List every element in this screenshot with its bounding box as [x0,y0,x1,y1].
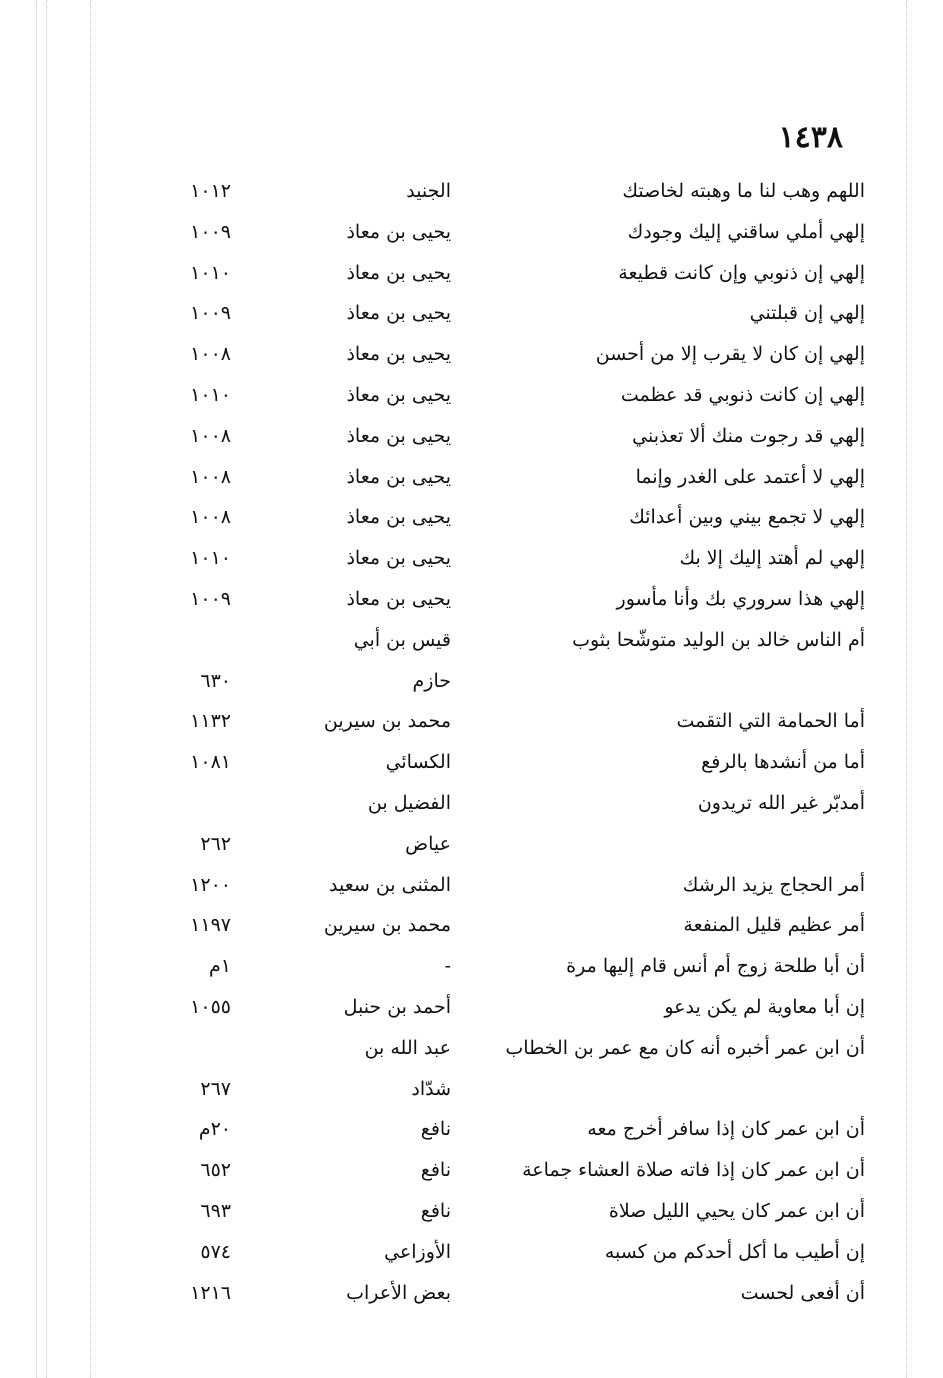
entry-author: يحيى بن معاذ [346,587,451,610]
entry-text: إلهي إن ذنوبي وإن كانت قطيعة [618,261,865,284]
entry-author: يحيى بن معاذ [346,220,451,243]
entry-reference: ١٠٥٥ [190,995,231,1018]
entry-reference: ٢٦٢ [200,832,231,855]
entry-text: أما من أنشدها بالرفع [701,751,865,774]
entry-reference: ١٢١٦ [190,1281,231,1304]
entry-author: الفضيل بن [367,791,451,814]
entry-author: الجنيد [406,180,451,202]
entry-text: أمر عظيم قليل المنفعة [683,914,865,937]
entry-text: أمدبّر غير الله تريدون [697,791,865,814]
entry-text: أن أفعى لحست [740,1281,865,1304]
entry-text: إلهي قد رجوت منك ألا تعذبني [632,424,865,447]
entry-reference: ٢٠م [198,1118,231,1141]
entry-author: يحيى بن معاذ [346,302,451,325]
entry-reference: ١٠١٠ [190,383,231,406]
entry-text: اللهم وهب لنا ما وهبته لخاصتك [622,180,865,202]
entry-author: يحيى بن معاذ [346,465,451,488]
index-entry [0,170,943,211]
entry-reference: ١٢٠٠ [190,873,231,896]
entry-text: إلهي لا تجمع بيني وبين أعدائك [629,506,865,529]
entry-author: قيس بن أبي [353,628,451,651]
index-entry [0,578,943,619]
entry-author: نافع [420,1159,451,1182]
entry-author: يحيى بن معاذ [346,547,451,570]
entry-reference: ٦٥٢ [200,1159,231,1182]
entry-author: الكسائي [385,751,451,774]
entry-reference: ١٠٠٨ [190,343,231,366]
index-entry [0,456,943,497]
entry-text: إلهي لا أعتمد على الغدر وإنما [635,465,865,488]
entry-reference: ٦٩٣ [200,1199,231,1222]
entry-reference: ١٠٠٩ [190,302,231,325]
index-entry [0,864,943,905]
entry-text: أن ابن عمر كان إذا فاته صلاة العشاء جماعة [522,1159,865,1182]
entry-author: محمد بن سيرين [323,914,451,937]
entry-author: يحيى بن معاذ [346,506,451,529]
entry-author: نافع [420,1199,451,1222]
entry-text: إن أطيب ما أكل أحدكم من كسبه [604,1240,865,1263]
index-entry [0,1272,943,1313]
page-number: ١٤٣٨ [778,120,843,155]
entry-author: - [444,955,451,978]
entry-author: أحمد بن حنبل [343,995,451,1018]
index-entry [0,252,943,293]
entry-reference: ١٠٠٨ [190,424,231,447]
index-entry [0,333,943,374]
index-entry [0,1149,943,1190]
entry-reference: ١٠٠٨ [190,465,231,488]
index-entry [0,1190,943,1231]
entry-text: أمر الحجاج يزيد الرشك [682,873,865,896]
entry-text: إن أبا معاوية لم يكن يدعو [664,995,865,1018]
entry-author: شدّاد [411,1077,451,1100]
index-entry [0,292,943,333]
entry-reference: ١٠١٠ [190,261,231,284]
index-entry [0,415,943,456]
entry-author: عبد الله بن [364,1036,451,1059]
entry-reference: ١٠٠٨ [190,506,231,529]
index-entry [0,823,943,864]
entry-text: إلهي إن قبلتني [749,302,865,325]
entry-author: الأوزاعي [384,1240,451,1263]
index-entry [0,904,943,945]
entry-author: يحيى بن معاذ [346,261,451,284]
entry-author: يحيى بن معاذ [346,343,451,366]
index-entry [0,782,943,823]
entry-text: أن أبا طلحة زوج أم أنس قام إليها مرة [566,955,865,978]
index-entry [0,1068,943,1109]
entry-author: محمد بن سيرين [323,710,451,733]
entry-reference: ١م [209,955,231,978]
entry-text: أن ابن عمر كان إذا سافر أخرج معه [587,1118,865,1141]
entry-text: أن ابن عمر كان يحيي الليل صلاة [608,1199,865,1222]
entry-author: المثنى بن سعيد [329,873,451,896]
index-entry [0,741,943,782]
entry-author: يحيى بن معاذ [346,424,451,447]
entry-reference: ٦٣٠ [200,669,231,692]
index-entry [0,619,943,660]
entry-reference: ١٠٨١ [190,751,231,774]
index-entry [0,1231,943,1272]
entry-author: حازم [412,669,451,692]
entry-reference: ٢٦٧ [200,1077,231,1100]
entry-reference: ١٠١٢ [190,180,231,202]
entry-reference: ١١٣٢ [190,710,231,733]
index-entry [0,374,943,415]
index-entry [0,211,943,252]
entry-author: بعض الأعراب [346,1281,451,1304]
index-entry [0,1108,943,1149]
entry-text: إلهي إن كان لا يقرب إلا من أحسن [595,343,865,366]
entry-author: عياض [405,832,451,855]
index-entry [0,945,943,986]
entry-text: أن ابن عمر أخبره أنه كان مع عمر بن الخطاب [505,1036,865,1059]
entry-text: أما الحمامة التي التقمت [676,710,865,733]
index-entry [0,496,943,537]
entry-reference: ١١٩٧ [190,914,231,937]
index-table [0,170,943,1312]
entry-text: إلهي هذا سروري بك وأنا مأسور [616,587,865,610]
entry-reference: ٥٧٤ [200,1240,231,1263]
entry-text: أم الناس خالد بن الوليد متوشّحا بثوب [572,628,865,651]
entry-reference: ١٠٠٩ [190,587,231,610]
index-entry [0,986,943,1027]
entry-text: إلهي أملي ساقني إليك وجودك [627,220,865,243]
entry-text: إلهي لم أهتد إليك إلا بك [679,547,865,570]
index-entry [0,1027,943,1068]
index-entry [0,660,943,701]
index-entry [0,537,943,578]
entry-reference: ١٠١٠ [190,547,231,570]
index-entry [0,700,943,741]
entry-text: إلهي إن كانت ذنوبي قد عظمت [620,383,865,406]
entry-reference: ١٠٠٩ [190,220,231,243]
entry-author: نافع [420,1118,451,1141]
entry-author: يحيى بن معاذ [346,383,451,406]
